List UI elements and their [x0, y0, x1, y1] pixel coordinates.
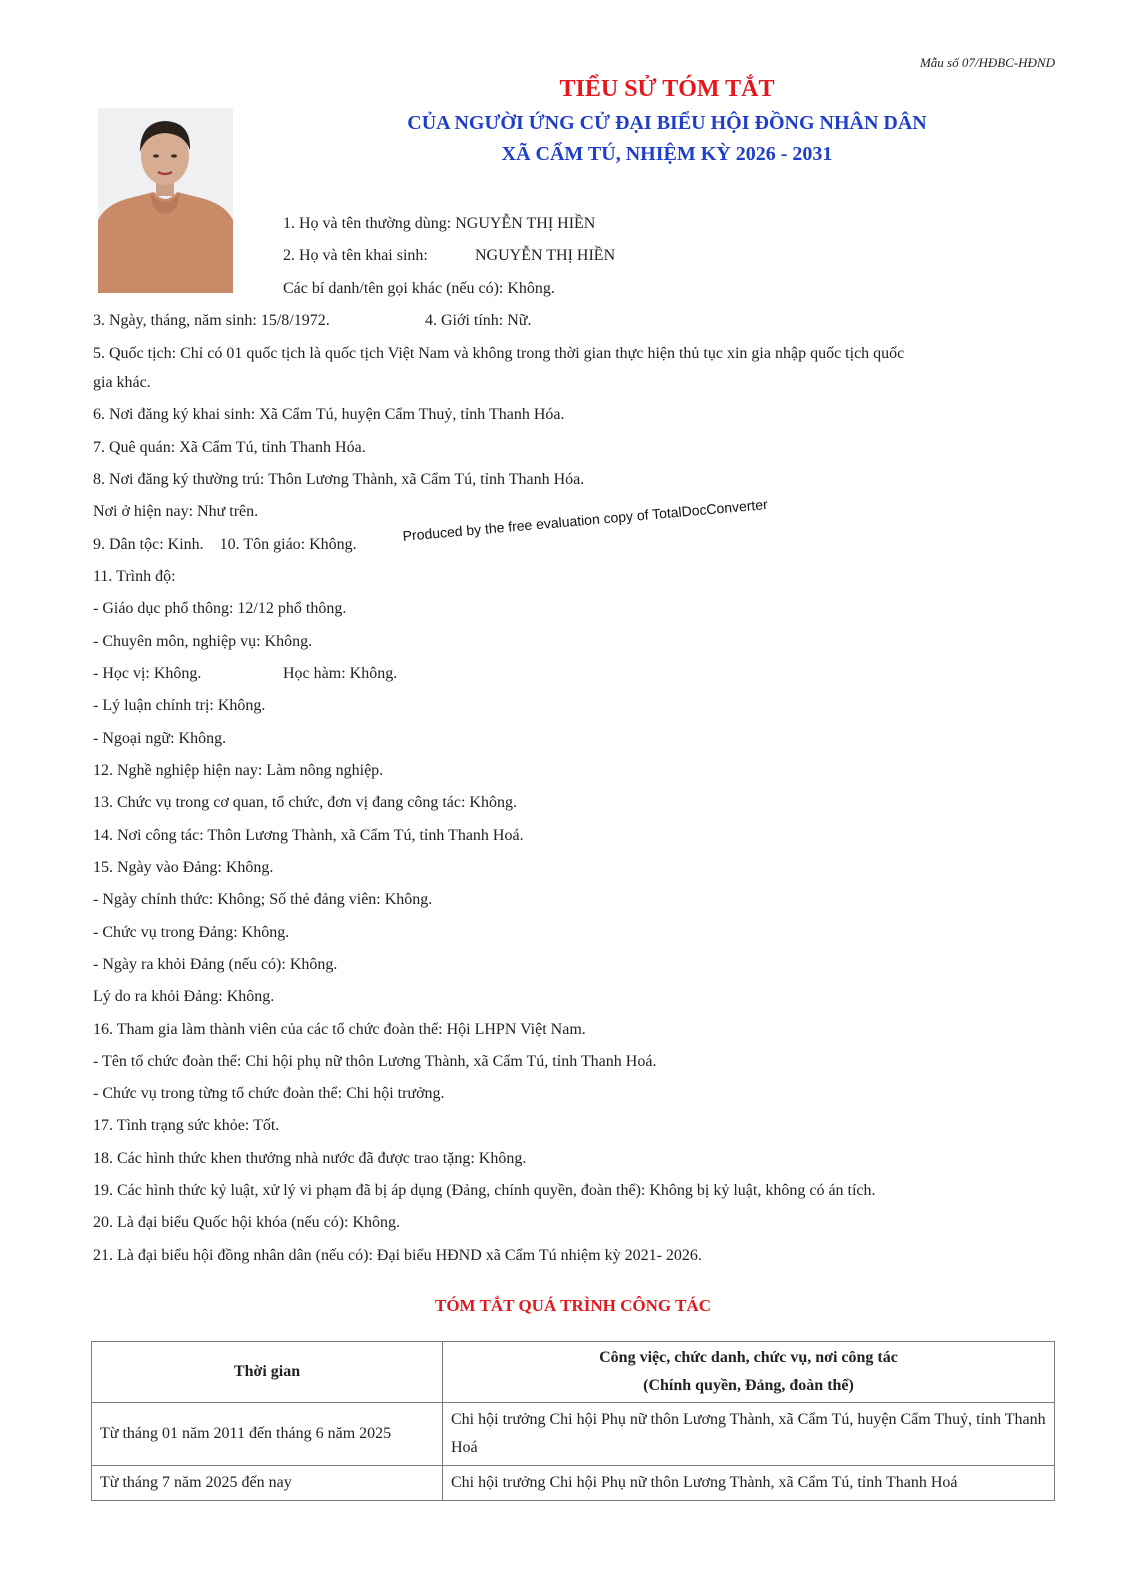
watermark: Produced by the free evaluation copy of TotalDocConverter — [402, 496, 769, 544]
birth-name-value: NGUYỄN THỊ HIỀN — [475, 247, 616, 264]
line-awards: 18. Các hình thức khen thưởng nhà nước đã được trao tặng: Không. — [93, 1150, 527, 1167]
line-political-theory: - Lý luận chính trị: Không. — [93, 697, 266, 714]
header-description — [443, 1342, 1055, 1403]
line-organization-name: - Tên tổ chức đoàn thể: Chi hội phụ nữ thôn Lương Thành, xã Cẩm Tú, tỉnh Thanh Hoá. — [93, 1053, 657, 1070]
academic-title: Học hàm: Không. — [283, 665, 398, 682]
line-position: 13. Chức vụ trong cơ quan, tổ chức, đơn vị đang công tác: Không. — [93, 794, 517, 811]
line-common-name: 1. Họ và tên thường dùng: NGUYỄN THỊ HIỀN — [283, 215, 596, 232]
header-time: Thời gian — [92, 1342, 443, 1403]
line-health: 17. Tình trạng sức khỏe: Tốt. — [93, 1117, 280, 1134]
line-permanent-residence: 8. Nơi đăng ký thường trú: Thôn Lương Thành, xã Cẩm Tú, tỉnh Thanh Hóa. — [93, 471, 585, 488]
line-birth-name — [283, 246, 616, 266]
birth-name-label: 2. Họ và tên khai sinh: — [283, 247, 428, 264]
line-nationality: 5. Quốc tịch: Chỉ có 01 quốc tịch là quốc tịch Việt Nam và không trong thời gian thực hiện thủ tục xin gia nhập quốc tịch quốc — [93, 345, 905, 362]
line-organization-role: - Chức vụ trong từng tổ chức đoàn thể: Chi hội trưởng. — [93, 1085, 445, 1102]
line-party-join-date: 15. Ngày vào Đảng: Không. — [93, 859, 274, 876]
line-dob-gender — [93, 311, 532, 331]
line-current-residence: Nơi ở hiện nay: Như trên. — [93, 503, 259, 520]
line-nationality-cont: gia khác. — [93, 374, 151, 391]
line-peoples-council: 21. Là đại biểu hội đồng nhân dân (nếu có): Đại biểu HĐND xã Cẩm Tú nhiệm kỳ 2021- 2026. — [93, 1247, 702, 1264]
document-subtitle-term: XÃ CẨM TÚ, NHIỆM KỲ 2026 - 2031 — [501, 143, 833, 165]
dob: 3. Ngày, tháng, năm sinh: 15/8/1972. — [93, 312, 330, 329]
line-party-leave-date: - Ngày ra khỏi Đảng (nếu có): Không. — [93, 956, 338, 973]
line-occupation: 12. Nghề nghiệp hiện nay: Làm nông nghiệp. — [93, 762, 384, 779]
row-description: Chi hội trưởng Chi hội Phụ nữ thôn Lương Thành, xã Cẩm Tú, tỉnh Thanh Hoá — [443, 1466, 1055, 1501]
line-degree — [93, 664, 398, 684]
line-national-assembly: 20. Là đại biểu Quốc hội khóa (nếu có): Không. — [93, 1214, 401, 1231]
gender: 4. Giới tính: Nữ. — [425, 312, 532, 329]
row-time: Từ tháng 01 năm 2011 đến tháng 6 năm 2025 — [92, 1403, 443, 1466]
line-foreign-language: - Ngoại ngữ: Không. — [93, 730, 227, 747]
work-history-table — [91, 1341, 1055, 1501]
work-history-title: TÓM TẮT QUÁ TRÌNH CÔNG TÁC — [435, 1296, 711, 1315]
header-description-line2: (Chính quyền, Đảng, đoàn thể) — [643, 1377, 854, 1394]
line-discipline: 19. Các hình thức kỷ luật, xử lý vi phạm đã bị áp dụng (Đảng, chính quyền, đoàn thể): Không bị kỷ luật, không có án tích. — [93, 1182, 876, 1199]
line-workplace: 14. Nơi công tác: Thôn Lương Thành, xã Cẩm Tú, tỉnh Thanh Hoá. — [93, 827, 524, 844]
line-aliases: Các bí danh/tên gọi khác (nếu có): Không. — [283, 280, 555, 297]
form-code: Mẫu số 07/HĐBC-HĐND — [919, 55, 1055, 70]
line-ethnicity-religion: 9. Dân tộc: Kinh. 10. Tôn giáo: Không. — [93, 536, 357, 553]
line-profession: - Chuyên môn, nghiệp vụ: Không. — [93, 633, 313, 650]
line-party-official: - Ngày chính thức: Không; Số thẻ đảng viên: Không. — [93, 891, 433, 908]
degree: - Học vị: Không. — [93, 665, 202, 682]
table-header-row — [92, 1342, 1055, 1403]
row-description: Chi hội trưởng Chi hội Phụ nữ thôn Lương Thành, xã Cẩm Tú, huyện Cẩm Thuỷ, tỉnh Thanh Hoá — [443, 1403, 1055, 1466]
table-row — [92, 1403, 1055, 1466]
table-row — [92, 1466, 1055, 1501]
line-party-leave-reason: Lý do ra khỏi Đảng: Không. — [93, 988, 275, 1005]
line-birth-registration: 6. Nơi đăng ký khai sinh: Xã Cẩm Tú, huyện Cẩm Thuỷ, tỉnh Thanh Hóa. — [93, 406, 565, 423]
document-subtitle: CỦA NGƯỜI ỨNG CỬ ĐẠI BIỂU HỘI ĐỒNG NHÂN DÂN — [407, 112, 927, 134]
header-description-line1: Công việc, chức danh, chức vụ, nơi công tác — [599, 1349, 898, 1366]
line-education-heading: 11. Trình độ: — [93, 568, 176, 585]
row-time: Từ tháng 7 năm 2025 đến nay — [92, 1466, 443, 1501]
line-party-position: - Chức vụ trong Đảng: Không. — [93, 924, 290, 941]
candidate-photo — [98, 108, 233, 293]
line-organizations: 16. Tham gia làm thành viên của các tổ chức đoàn thể: Hội LHPN Việt Nam. — [93, 1021, 586, 1038]
line-hometown: 7. Quê quán: Xã Cẩm Tú, tỉnh Thanh Hóa. — [93, 439, 366, 456]
document-title: TIỂU SỬ TÓM TẮT — [559, 76, 775, 102]
line-general-education: - Giáo dục phổ thông: 12/12 phổ thông. — [93, 600, 347, 617]
